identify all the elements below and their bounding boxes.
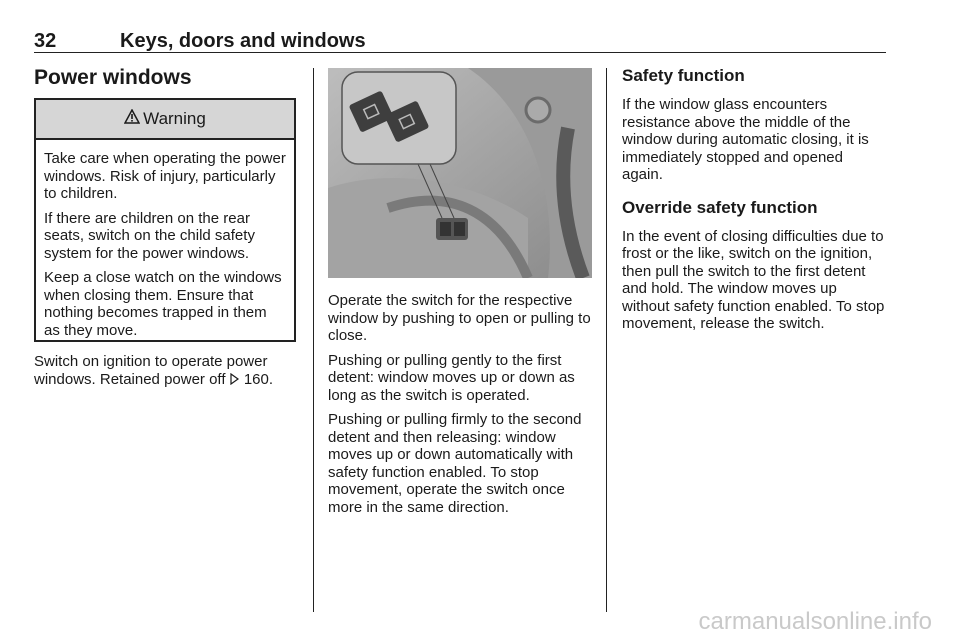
warning-paragraph: If there are children on the rear seats, switch on the child safety system for the power windows. bbox=[44, 209, 255, 262]
page-number: 32 bbox=[34, 30, 57, 52]
override-safety-title: Override safety function bbox=[622, 197, 818, 217]
warning-box bbox=[34, 98, 296, 342]
ignition-paragraph bbox=[34, 353, 300, 388]
second-detent-paragraph: Pushing or pulling firmly to the second detent and then releasing: window moves up or down automatically with safety function enabled. To stop movement, operate the switch once more in the same direction. bbox=[328, 411, 582, 516]
warning-header bbox=[36, 100, 294, 140]
warning-triangle-icon bbox=[124, 109, 140, 129]
column-divider-2 bbox=[606, 68, 607, 612]
running-title: Keys, doors and windows bbox=[120, 30, 366, 52]
column-2-text bbox=[328, 292, 592, 516]
first-detent-paragraph: Pushing or pulling gently to the first detent: window moves up or down as long as the switch is operated. bbox=[328, 351, 575, 404]
operate-paragraph: Operate the switch for the respective window by pushing to open or pulling to close. bbox=[328, 292, 591, 344]
warning-paragraph: Take care when operating the power windows. Risk of injury, particularly to children. bbox=[44, 150, 286, 202]
page-reference-icon bbox=[230, 371, 240, 388]
column-divider-1 bbox=[313, 68, 314, 612]
header-rule bbox=[34, 52, 886, 53]
section-title: Power windows bbox=[34, 66, 192, 89]
safety-function-title: Safety function bbox=[622, 66, 745, 85]
watermark: carmanualsonline.info bbox=[698, 608, 932, 635]
page-header bbox=[34, 30, 886, 52]
ignition-text: Switch on ignition to operate power windows. Retained power off bbox=[34, 353, 268, 388]
power-window-switch-image bbox=[328, 68, 592, 278]
column-3-text bbox=[622, 66, 888, 333]
safety-function-text: If the window glass encounters resistance above the middle of the window during automatic closing, it is immediately stopped and opened again. bbox=[622, 96, 869, 183]
warning-paragraph: Keep a close watch on the windows when closing them. Ensure that nothing becomes trapped in them as they move. bbox=[44, 269, 282, 339]
override-safety-text: In the event of closing difficulties due to frost or the like, switch on the ignition, then pull the switch to the first detent and hold. The window moves up without safety function enabled. To stop movement, release the switch. bbox=[622, 227, 885, 332]
warning-label: Warning bbox=[143, 109, 206, 128]
warning-body bbox=[36, 140, 294, 339]
page-reference-link[interactable]: 160. bbox=[243, 370, 274, 388]
